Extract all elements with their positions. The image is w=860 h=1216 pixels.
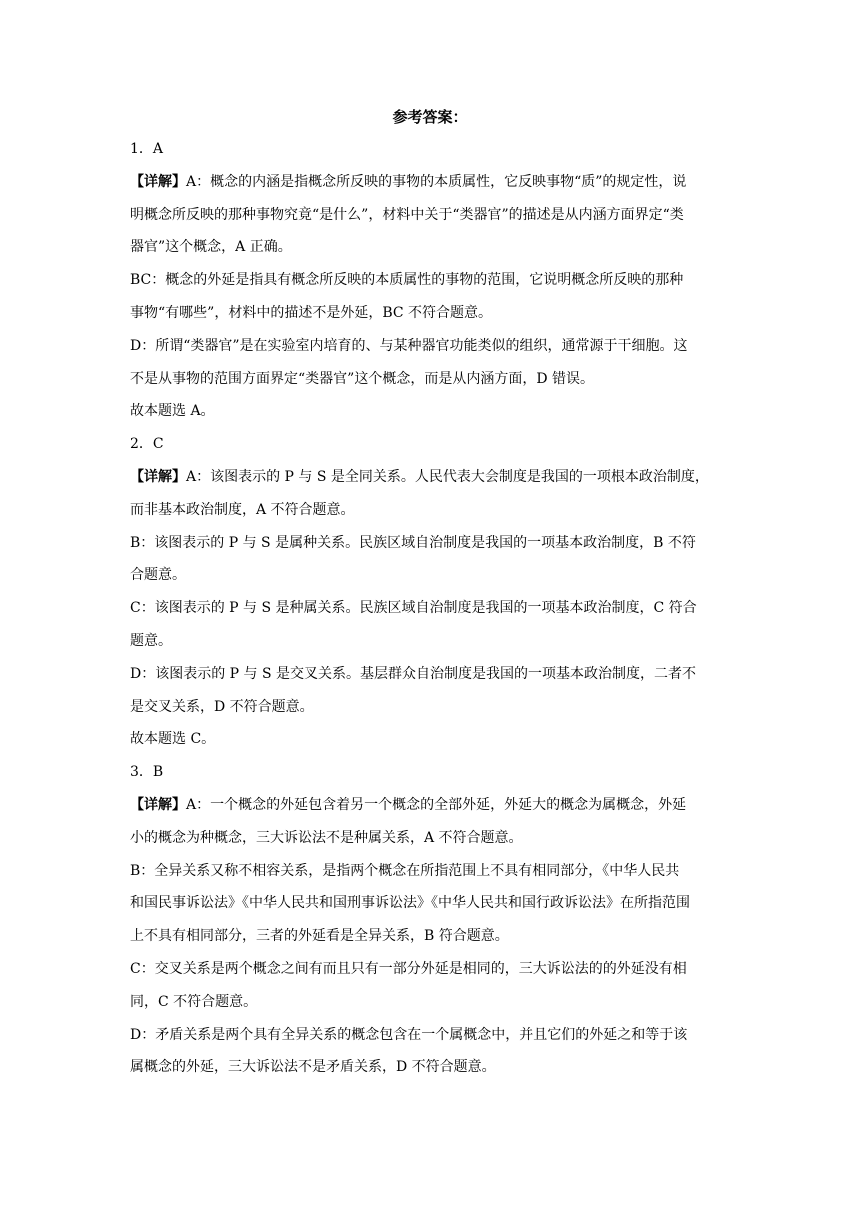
text-line: 事物“有哪些”，材料中的描述不是外延，BC 不符合题意。 bbox=[130, 304, 493, 321]
question-1-answer: 1．A bbox=[130, 141, 164, 157]
question-2-answer: 2．C bbox=[130, 436, 164, 453]
question-2 bbox=[130, 428, 732, 756]
text-line: 明概念所反映的那种事物究竟“是什么”，材料中关于“类器官”的描述是从内涵方面界定“类 bbox=[130, 206, 684, 223]
question-1-explanation bbox=[130, 166, 732, 428]
text-line: 和国民事诉讼法》《中华人民共和国刑事诉讼法》《中华人民共和国行政诉讼法》在所指范围 bbox=[130, 895, 690, 912]
answer-content bbox=[130, 133, 732, 1084]
conclusion-line: 故本题选 A。 bbox=[130, 403, 215, 420]
text-line: 而非基本政治制度，A 不符合题意。 bbox=[130, 501, 355, 518]
question-3-answer: 3．B bbox=[130, 764, 164, 781]
text-line: 是交叉关系，D 不符合题意。 bbox=[130, 698, 314, 715]
text-line: C：该图表示的 P 与 S 是种属关系。民族区域自治制度是我国的一项基本政治制度，C 符合 bbox=[130, 600, 697, 617]
text-line: 属概念的外延，三大诉讼法不是矛盾关系，D 不符合题意。 bbox=[130, 1059, 496, 1076]
text-line: 不是从事物的范围方面界定“类器官”这个概念，而是从内涵方面，D 错误。 bbox=[130, 370, 594, 387]
text-line: 【详解】A：一个概念的外延包含着另一个概念的全部外延，外延大的概念为属概念，外延 bbox=[130, 796, 687, 813]
page-title: 参考答案： bbox=[392, 108, 468, 126]
text-line: B：全异关系又称不相容关系，是指两个概念在所指范围上不具有相同部分，《中华人民共 bbox=[130, 862, 680, 879]
text-line: 题意。 bbox=[130, 632, 172, 649]
text-line: 【详解】A：概念的内涵是指概念所反映的事物的本质属性，它反映事物“质”的规定性，说 bbox=[130, 173, 687, 190]
text-line: 上不具有相同部分，三者的外延看是全异关系，B 符合题意。 bbox=[130, 928, 509, 945]
text-line: BC：概念的外延是指具有概念所反映的本质属性的事物的范围，它说明概念所反映的那种 bbox=[130, 272, 684, 289]
text-line: 小的概念为种概念，三大诉讼法不是种属关系，A 不符合题意。 bbox=[130, 829, 523, 846]
detail-tag: 【详解】 bbox=[130, 173, 186, 190]
text-line: B：该图表示的 P 与 S 是属种关系。民族区域自治制度是我国的一项基本政治制度，B 不符 bbox=[130, 534, 696, 551]
question-2-explanation bbox=[130, 461, 732, 756]
text-line: D：该图表示的 P 与 S 是交叉关系。基层群众自治制度是我国的一项基本政治制度，二者不 bbox=[130, 665, 697, 682]
question-3-explanation bbox=[130, 789, 732, 1084]
text-line: 同，C 不符合题意。 bbox=[130, 993, 258, 1010]
detail-tag: 【详解】 bbox=[130, 468, 186, 485]
text-line: 【详解】A：该图表示的 P 与 S 是全同关系。人民代表大会制度是我国的一项根本政治制度， bbox=[130, 468, 709, 485]
text-line: C：交叉关系是两个概念之间有而且只有一部分外延是相同的，三大诉讼法的的外延没有相 bbox=[130, 960, 687, 977]
text-line: D：矛盾关系是两个具有全异关系的概念包含在一个属概念中，并且它们的外延之和等于该 bbox=[130, 1026, 688, 1043]
detail-tag: 【详解】 bbox=[130, 796, 186, 813]
text-line: 合题意。 bbox=[130, 567, 186, 584]
text-line: D：所谓“类器官”是在实验室内培育的、与某种器官功能类似的组织，通常源于干细胞。这 bbox=[130, 337, 688, 354]
text-line: 器官”这个概念，A 正确。 bbox=[130, 239, 292, 256]
conclusion-line: 故本题选 C。 bbox=[130, 731, 216, 748]
question-3 bbox=[130, 756, 732, 1084]
question-1 bbox=[130, 133, 732, 428]
